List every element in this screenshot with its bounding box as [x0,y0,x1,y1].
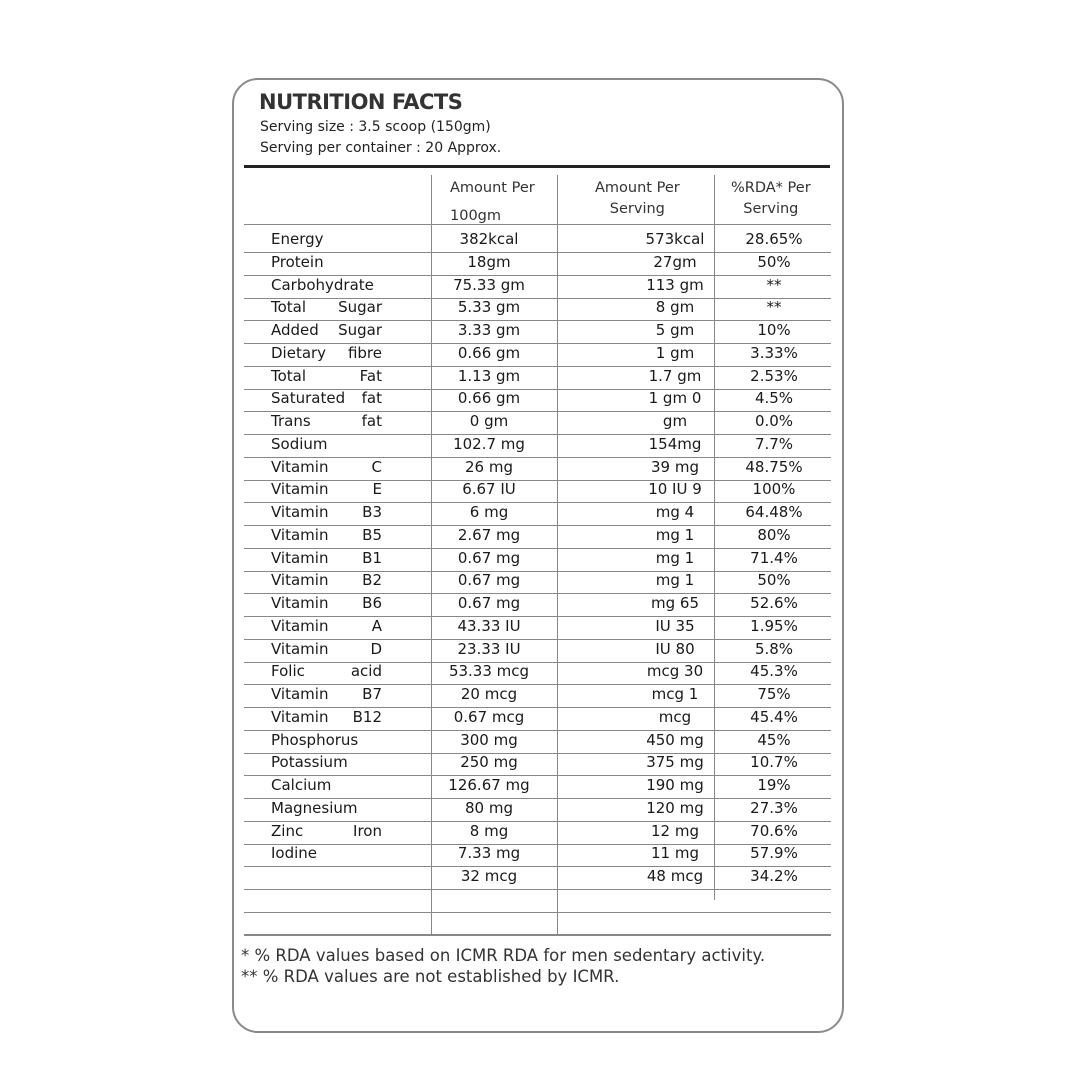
rda-percent: 0.0% [754,412,794,430]
rda-percent: 28.65% [745,230,803,248]
amount-per-serving: 573kcal [645,230,705,248]
nutrient-name-word: Added [271,321,319,339]
table-row [244,230,831,252]
col-header-per-serving [595,178,680,220]
col-header-line: Amount Per [595,180,680,196]
nutrient-name-word: acid [350,662,382,680]
amount-per-serving: mg 65 [651,594,699,612]
nutrient-name-word: Magnesium [271,799,358,817]
amount-per-serving: 8 gm [655,298,695,316]
amount-per-100g: 6.67 IU [462,480,516,498]
nutrient-name-word: Vitamin [271,617,329,635]
rda-percent: 27.3% [750,799,798,817]
rda-percent: 1.95% [750,617,798,635]
table-row [244,867,831,889]
amount-per-100g: 20 mcg [460,685,518,703]
amount-per-serving: mg 1 [655,571,695,589]
table-row [244,708,831,730]
row-rule [244,224,831,225]
amount-per-serving: mg 4 [655,503,695,521]
rda-percent: 2.53% [750,367,798,385]
rda-percent: 75% [757,685,791,703]
table-row [244,503,831,525]
table-row [244,844,831,866]
rda-percent: 5.8% [754,640,794,658]
nutrient-name-word: Total [271,298,307,316]
amount-per-serving: mg 1 [655,549,695,567]
amount-per-100g: 102.7 mg [453,435,525,453]
servings-per-container: Serving per container : 20 Approx. [260,140,502,156]
header-rule [244,165,830,168]
nutrient-name-word: Total [271,367,307,385]
rda-percent: 4.5% [754,389,794,407]
table-row [244,276,831,298]
amount-per-serving: mcg 30 [646,662,704,680]
amount-per-serving: 375 mg [646,753,704,771]
amount-per-serving: 39 mg [651,458,699,476]
amount-per-serving: gm [662,412,688,430]
nutrient-name [271,253,382,271]
nutrient-name-word: B2 [362,571,382,589]
amount-per-100g: 382kcal [459,230,519,248]
nutrient-name-word: Vitamin [271,503,329,521]
table-row [244,662,831,684]
rda-percent: 7.7% [754,435,794,453]
amount-per-serving: mcg [658,708,692,726]
nutrient-name-word: Sugar [338,321,382,339]
amount-per-serving: mcg 1 [651,685,699,703]
amount-per-100g: 0.67 mg [457,571,521,589]
nutrient-name-word: B3 [362,503,382,521]
nutrient-name [271,549,382,567]
table-row [244,685,831,707]
table-row [244,822,831,844]
nutrient-name [271,503,382,521]
amount-per-100g: 0.67 mcg [453,708,525,726]
col-header-rda [731,178,811,220]
nutrient-name-word: fibre [347,344,382,362]
amount-per-100g: 8 mg [469,822,509,840]
nutrient-name [271,640,382,658]
nutrient-name [271,594,382,612]
table-row [244,458,831,480]
nutrient-name [271,321,382,339]
nutrient-name [271,662,382,680]
footnote-rda: * % RDA values based on ICMR RDA for men sedentary activity. [241,946,766,965]
nutrient-name-word: Calcium [271,776,332,794]
nutrient-name [271,276,382,294]
amount-per-serving: 10 IU 9 [648,480,702,498]
amount-per-serving: 1.7 gm [648,367,702,385]
nutrient-name-word: A [371,617,382,635]
nutrient-name [271,753,382,771]
nutrient-name-word: B5 [362,526,382,544]
col-header-line: Amount Per [450,180,535,196]
amount-per-100g: 43.33 IU [457,617,521,635]
col-header-line: Serving [609,201,665,217]
table-row [244,367,831,389]
nutrient-name-word: Energy [271,230,324,248]
nutrient-name [271,230,382,248]
col-header-line: Serving [743,201,799,217]
amount-per-serving: IU 80 [655,640,695,658]
nutrient-name-word: Vitamin [271,526,329,544]
amount-per-serving: IU 35 [655,617,695,635]
nutrient-name-word: Fat [359,367,382,385]
table-row [244,298,831,320]
amount-per-100g: 53.33 mcg [448,662,530,680]
nutrient-name-word: Sugar [338,298,382,316]
label-title: NUTRITION FACTS [259,90,463,114]
rda-percent: 10% [757,321,791,339]
nutrient-name-word: fat [361,389,382,407]
footnote-not-established: ** % RDA values are not established by ICMR. [241,967,620,986]
table-row [244,321,831,343]
amount-per-100g: 0.66 gm [457,344,521,362]
table-row [244,435,831,457]
rda-percent: 52.6% [750,594,798,612]
rda-percent: 34.2% [750,867,798,885]
table-row [244,480,831,502]
table-row [244,253,831,275]
nutrient-name-word: Vitamin [271,685,329,703]
nutrient-name-word: B1 [362,549,382,567]
amount-per-100g: 0.67 mg [457,549,521,567]
nutrient-name-word: Sodium [271,435,328,453]
amount-per-100g: 18gm [467,253,511,271]
nutrient-name [271,389,382,407]
amount-per-100g: 3.33 gm [457,321,521,339]
amount-per-serving: 12 mg [651,822,699,840]
table-row [244,640,831,662]
amount-per-serving: 5 gm [655,321,695,339]
amount-per-serving: 11 mg [651,844,699,862]
table-row [244,799,831,821]
amount-per-serving: 113 gm [646,276,704,294]
table-row [244,344,831,366]
amount-per-100g: 5.33 gm [457,298,521,316]
nutrient-name [271,685,382,703]
amount-per-serving: 450 mg [646,731,704,749]
table-row [244,549,831,571]
amount-per-serving: 120 mg [646,799,704,817]
table-row [244,526,831,548]
nutrient-name-word: Trans [271,412,311,430]
amount-per-serving: 27gm [653,253,697,271]
rda-percent: 100% [752,480,796,498]
amount-per-100g: 7.33 mg [457,844,521,862]
nutrient-name-word: C [371,458,382,476]
rda-percent: 71.4% [750,549,798,567]
table-row [244,753,831,775]
nutrient-name-word: Folic [271,662,305,680]
amount-per-serving: 1 gm [655,344,695,362]
nutrient-name [271,480,382,498]
amount-per-100g: 250 mg [460,753,518,771]
nutrient-name-word: Iodine [271,844,318,862]
rda-percent: 19% [757,776,791,794]
amount-per-100g: 32 mcg [460,867,518,885]
nutrient-name-word: E [372,480,382,498]
nutrient-name-word: Vitamin [271,549,329,567]
rda-percent: 45.3% [750,662,798,680]
nutrient-name [271,298,382,316]
nutrient-name-word: Protein [271,253,324,271]
nutrient-name-word: B12 [352,708,382,726]
nutrient-name-word: Dietary [271,344,327,362]
nutrient-name-word: D [370,640,382,658]
amount-per-serving: 1 gm 0 [648,389,702,407]
table-row [244,776,831,798]
rda-percent: 45% [757,731,791,749]
amount-per-100g: 26 mg [465,458,513,476]
amount-per-100g: 0.66 gm [457,389,521,407]
nutrient-name [271,776,382,794]
nutrient-name [271,731,382,749]
nutrient-name-word: B7 [362,685,382,703]
amount-per-100g: 6 mg [469,503,509,521]
rda-percent: 70.6% [750,822,798,840]
nutrient-name-word: Vitamin [271,480,329,498]
amount-per-100g: 0 gm [469,412,509,430]
nutrient-name-word: Carbohydrate [271,276,374,294]
amount-per-100g: 300 mg [460,731,518,749]
table-row [244,389,831,411]
rda-percent: 80% [757,526,791,544]
nutrient-name [271,708,382,726]
table-row [244,731,831,753]
nutrient-name [271,412,382,430]
nutrient-name [271,344,382,362]
nutrient-name [271,822,382,840]
nutrient-name-word: Zinc [271,822,304,840]
nutrient-name [271,526,382,544]
nutrient-name [271,844,382,862]
nutrient-name-word: Saturated [271,389,346,407]
nutrient-name-word: Vitamin [271,594,329,612]
rda-percent: 64.48% [745,503,803,521]
nutrient-name-word: fat [361,412,382,430]
table-row [244,617,831,639]
table-row [244,412,831,434]
rda-percent: 10.7% [750,753,798,771]
amount-per-serving: mg 1 [655,526,695,544]
row-rule [244,889,831,890]
rda-percent: 48.75% [745,458,803,476]
rda-percent: 50% [757,571,791,589]
amount-per-serving: 190 mg [646,776,704,794]
nutrient-name [271,458,382,476]
nutrient-name [271,617,382,635]
amount-per-100g: 126.67 mg [448,776,530,794]
amount-per-serving: 48 mcg [646,867,704,885]
serving-size: Serving size : 3.5 scoop (150gm) [260,119,491,135]
amount-per-100g: 2.67 mg [457,526,521,544]
amount-per-100g: 75.33 gm [453,276,525,294]
amount-per-100g: 1.13 gm [457,367,521,385]
nutrient-name [271,367,382,385]
amount-per-100g: 0.67 mg [457,594,521,612]
col-header-line: %RDA* Per [731,180,811,196]
nutrient-name [271,571,382,589]
table-bottom-rule [244,934,831,936]
nutrient-name-word: Vitamin [271,708,329,726]
nutrient-name-word: Iron [353,822,382,840]
nutrient-name-word: Potassium [271,753,348,771]
rda-percent: 50% [757,253,791,271]
col-header-line: 100gm [450,208,502,224]
table-row [244,571,831,593]
nutrient-name-word: Vitamin [271,458,329,476]
nutrient-name-word: Vitamin [271,571,329,589]
nutrient-name-word: Phosphorus [271,731,359,749]
col-header-per-100g [450,178,535,227]
row-rule [244,912,831,913]
amount-per-serving: 154mg [648,435,702,453]
table-row [244,594,831,616]
rda-percent: ** [766,276,782,294]
amount-per-100g: 80 mg [465,799,513,817]
nutrient-name-word: Vitamin [271,640,329,658]
rda-percent: 45.4% [750,708,798,726]
nutrient-name-word: B6 [362,594,382,612]
rda-percent: 57.9% [750,844,798,862]
nutrient-name [271,799,382,817]
rda-percent: 3.33% [750,344,798,362]
amount-per-100g: 23.33 IU [457,640,521,658]
nutrient-name [271,435,382,453]
rda-percent: ** [766,298,782,316]
